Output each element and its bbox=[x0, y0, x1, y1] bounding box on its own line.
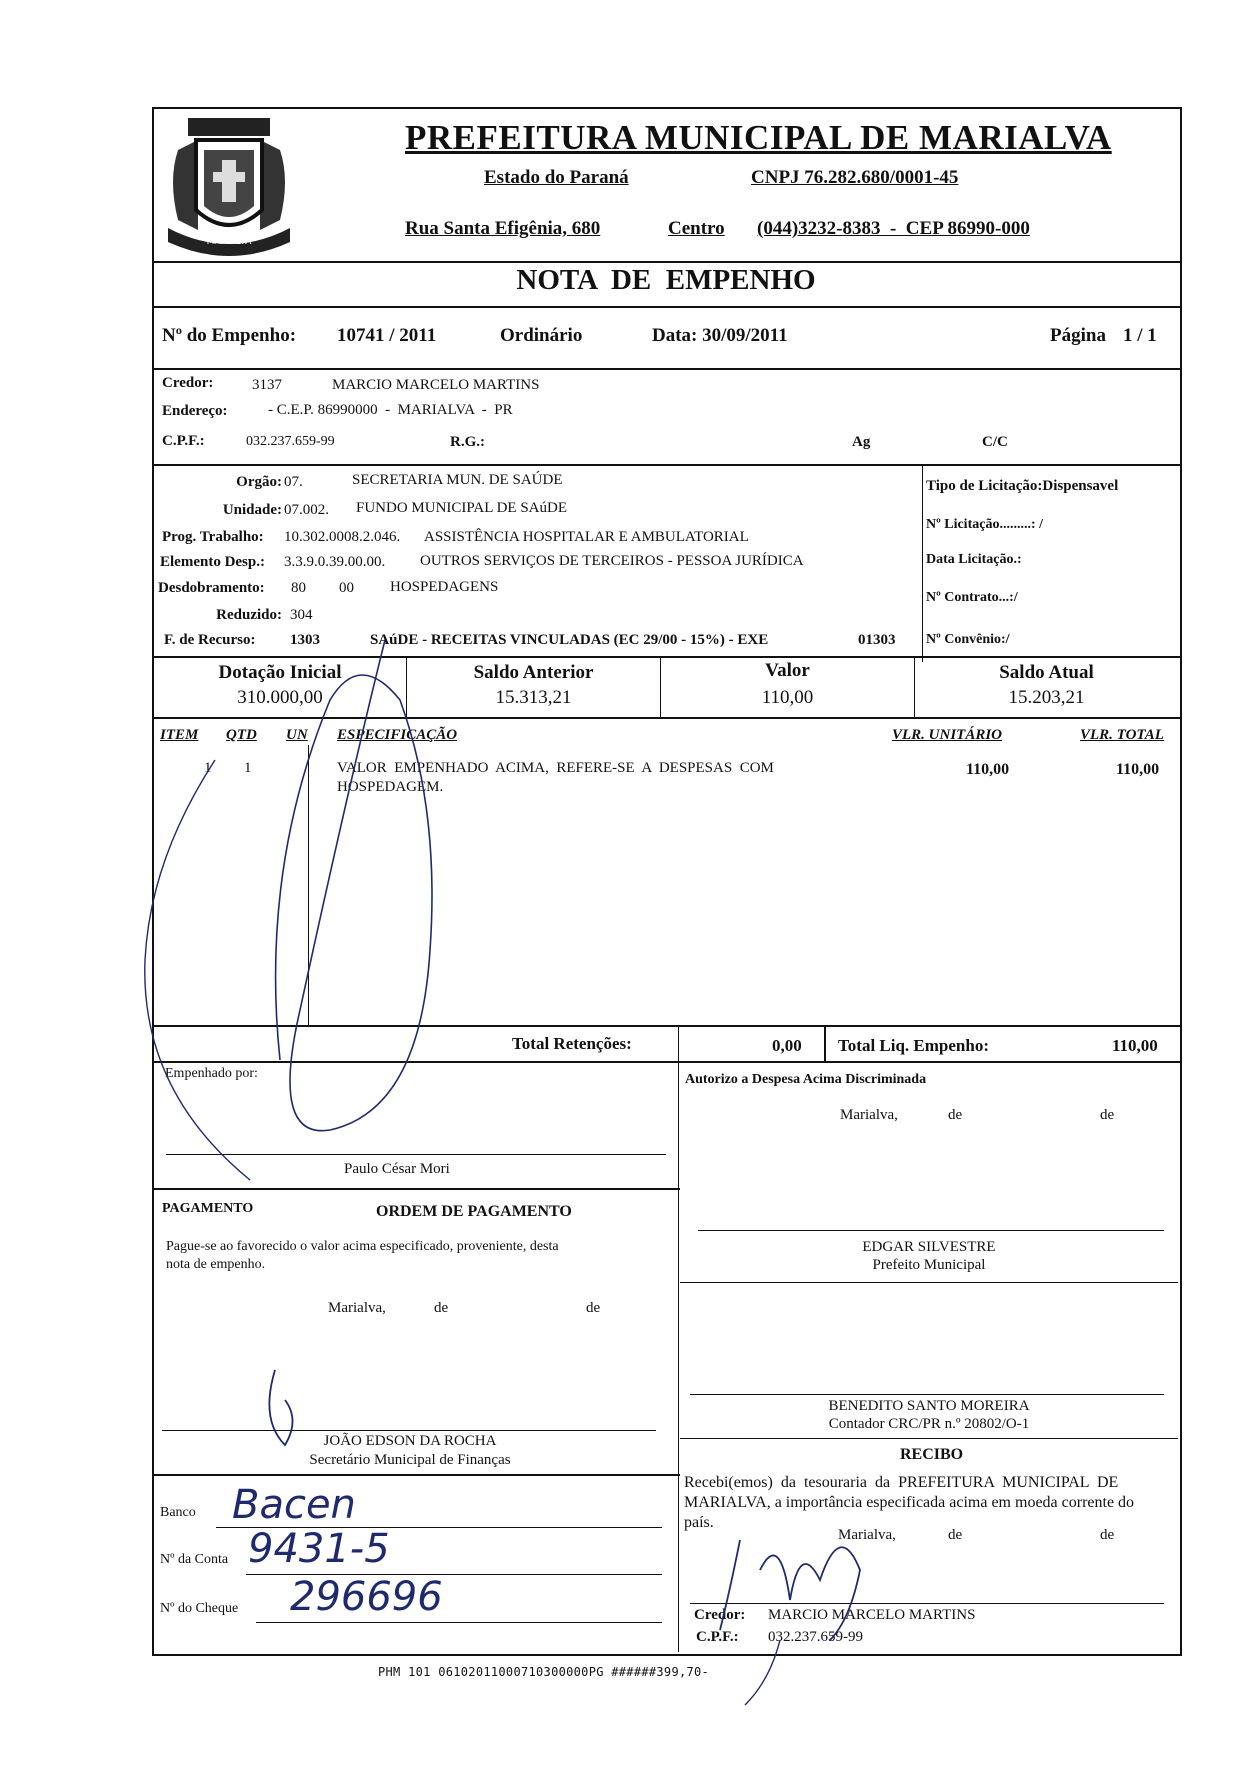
recibo-line1: Recebi(emos) da tesouraria da PREFEITURA MUNICIPAL DE bbox=[684, 1474, 1119, 1491]
recurso-cod: 1303 bbox=[290, 632, 320, 648]
cnpj: CNPJ 76.282.680/0001-45 bbox=[751, 167, 959, 188]
divider bbox=[152, 1474, 680, 1476]
total-retencoes: 0,00 bbox=[772, 1036, 802, 1055]
valor-label: Valor bbox=[765, 660, 810, 681]
pagamento-local: Marialva, bbox=[328, 1300, 386, 1316]
dotacao-inicial-label: Dotação Inicial bbox=[218, 662, 342, 683]
col-un: UN bbox=[286, 727, 308, 743]
saldo-anterior-label: Saldo Anterior bbox=[473, 662, 594, 683]
saldo-atual: 15.203,21 bbox=[1008, 687, 1085, 708]
divider bbox=[680, 1282, 1178, 1283]
elemento: OUTROS SERVIÇOS DE TERCEIROS - PESSOA JURÍDICA bbox=[420, 553, 804, 569]
credor-endereco: - C.E.P. 86990000 - MARIALVA - PR bbox=[268, 402, 513, 418]
pagamento-de1: de bbox=[434, 1300, 449, 1316]
tipo-licitacao: Tipo de Licitação:Dispensavel bbox=[926, 478, 1119, 494]
col-total: VLR. TOTAL bbox=[1080, 727, 1164, 743]
credor-label: Credor: bbox=[162, 375, 214, 391]
signature-line bbox=[166, 1154, 666, 1155]
autorizo-de2: de bbox=[1100, 1107, 1115, 1123]
pagina: 1 / 1 bbox=[1123, 325, 1157, 346]
reduzido: 304 bbox=[290, 607, 313, 623]
pague-line2: nota de empenho. bbox=[166, 1257, 266, 1272]
recibo-de2: de bbox=[1100, 1527, 1115, 1543]
desdob: HOSPEDAGENS bbox=[390, 579, 499, 595]
divider bbox=[308, 745, 309, 1025]
ordem-pagamento-label: ORDEM DE PAGAMENTO bbox=[376, 1203, 572, 1220]
prefeitura-title: PREFEITURA MUNICIPAL DE MARIALVA bbox=[405, 118, 1112, 157]
divider bbox=[152, 464, 1180, 466]
contador-nome: BENEDITO SANTO MOREIRA bbox=[828, 1398, 1030, 1414]
cpf-label: C.P.F.: bbox=[162, 433, 205, 449]
empenho-numero: 10741 / 2011 bbox=[337, 325, 437, 346]
col-unit: VLR. UNITÁRIO bbox=[892, 727, 1003, 743]
unidade-cod: 07.002. bbox=[284, 502, 329, 518]
prog-label: Prog. Trabalho: bbox=[162, 529, 264, 545]
unidade: FUNDO MUNICIPAL DE SAúDE bbox=[356, 500, 567, 516]
seal-icon bbox=[158, 110, 300, 256]
signature-line bbox=[162, 1430, 656, 1431]
rg-label: R.G.: bbox=[450, 434, 485, 450]
estado: Estado do Paraná bbox=[484, 167, 629, 188]
prefeito-cargo: Prefeito Municipal bbox=[872, 1257, 986, 1273]
col-item: ITEM bbox=[160, 727, 199, 743]
unidade-label: Unidade: bbox=[222, 502, 282, 518]
divider bbox=[678, 1026, 679, 1062]
divider bbox=[152, 261, 1180, 263]
total-retencoes-label: Total Retenções: bbox=[512, 1034, 632, 1053]
endereco-label: Endereço: bbox=[162, 403, 228, 419]
desdob-cod1: 80 bbox=[291, 580, 306, 596]
pagina-label: Página bbox=[1050, 325, 1106, 346]
divider bbox=[680, 1438, 1178, 1439]
orgao: SECRETARIA MUN. DE SAÚDE bbox=[352, 472, 563, 488]
recibo-credor-nome: MARCIO MARCELO MARTINS bbox=[768, 1607, 976, 1623]
recibo-de1: de bbox=[948, 1527, 963, 1543]
saldo-atual-label: Saldo Atual bbox=[999, 662, 1094, 683]
orgao-label: Orgão: bbox=[236, 474, 282, 490]
cheque-label: Nº do Cheque bbox=[160, 1601, 239, 1616]
cc-label: C/C bbox=[982, 434, 1008, 450]
item-qtd: 1 bbox=[244, 760, 252, 776]
valor: 110,00 bbox=[761, 687, 814, 708]
conta-label: Nº da Conta bbox=[160, 1552, 229, 1567]
item-vlr-unitario: 110,00 bbox=[966, 761, 1010, 778]
total-liq: 110,00 bbox=[1112, 1036, 1158, 1055]
empenhado-nome: Paulo César Mori bbox=[344, 1161, 450, 1177]
empenho-data: Data: 30/09/2011 bbox=[652, 325, 788, 346]
credor-cpf: 032.237.659-99 bbox=[246, 434, 335, 449]
numero-licitacao: Nº Licitação.........: / bbox=[926, 517, 1043, 532]
data-licitacao: Data Licitação.: bbox=[926, 552, 1022, 567]
signature-line bbox=[690, 1603, 1164, 1604]
banco-value: Bacen bbox=[232, 1482, 356, 1528]
numero-convenio: Nº Convênio:/ bbox=[926, 632, 1010, 647]
item-espec-line1: VALOR EMPENHADO ACIMA, REFERE-SE A DESPESAS COM bbox=[337, 760, 774, 776]
autorizo-local: Marialva, bbox=[840, 1107, 898, 1123]
secretario-nome: JOÃO EDSON DA ROCHA bbox=[323, 1433, 497, 1449]
signature-line bbox=[690, 1394, 1164, 1395]
divider bbox=[152, 306, 1180, 308]
saldo-anterior: 15.313,21 bbox=[495, 687, 572, 708]
prog: ASSISTÊNCIA HOSPITALAR E AMBULATORIAL bbox=[424, 529, 749, 545]
pague-line1: Pague-se ao favorecido o valor acima especificado, proveniente, desta bbox=[166, 1239, 559, 1254]
credor-codigo: 3137 bbox=[252, 377, 282, 393]
banco-label: Banco bbox=[160, 1505, 196, 1520]
conta-value: 9431-5 bbox=[248, 1526, 390, 1572]
signature-line bbox=[698, 1230, 1164, 1231]
reduzido-label: Reduzido: bbox=[216, 607, 282, 623]
item-espec-line2: HOSPEDAGEM. bbox=[337, 779, 444, 795]
empenho-numero-label: Nº do Empenho: bbox=[162, 325, 297, 346]
item-vlr-total: 110,00 bbox=[1116, 761, 1160, 778]
recurso-label: F. de Recurso: bbox=[164, 632, 256, 648]
recibo-local: Marialva, bbox=[838, 1527, 896, 1543]
recurso-cod2: 01303 bbox=[858, 632, 896, 648]
divider bbox=[152, 1188, 680, 1190]
autorizo-de1: de bbox=[948, 1107, 963, 1123]
divider bbox=[824, 1026, 826, 1062]
endereco-prefeitura: Rua Santa Efigênia, 680 bbox=[405, 218, 601, 239]
orgao-cod: 07. bbox=[284, 474, 303, 490]
recibo-label: RECIBO bbox=[900, 1446, 964, 1463]
dotacao-inicial: 310.000,00 bbox=[237, 687, 323, 708]
seal-text: MARIALVA bbox=[206, 237, 252, 247]
pagamento-de2: de bbox=[586, 1300, 601, 1316]
recibo-credor-label: Credor: bbox=[694, 1607, 746, 1623]
recibo-line2: MARIALVA, a importância especificada acima em moeda corrente do bbox=[684, 1494, 1135, 1511]
divider bbox=[922, 466, 923, 662]
numero-contrato: Nº Contrato...:/ bbox=[926, 590, 1018, 605]
municipal-seal bbox=[158, 110, 300, 256]
telefone-cep: (044)3232-8383 - CEP 86990-000 bbox=[757, 218, 1030, 239]
recibo-line3: país. bbox=[684, 1514, 714, 1531]
col-qtd: QTD bbox=[226, 727, 257, 743]
recurso: SAúDE - RECEITAS VINCULADAS (EC 29/00 - 15%) - EXE bbox=[370, 632, 769, 648]
divider bbox=[152, 1025, 1180, 1027]
ag-label: Ag bbox=[852, 434, 871, 450]
recibo-cpf-label: C.P.F.: bbox=[696, 1629, 739, 1645]
credor-nome: MARCIO MARCELO MARTINS bbox=[332, 377, 540, 393]
empenhado-por-label: Empenhado por: bbox=[165, 1066, 258, 1081]
secretario-cargo: Secretário Municipal de Finanças bbox=[309, 1452, 511, 1468]
recibo-cpf: 032.237.659-99 bbox=[768, 1629, 863, 1645]
autorizo-label: Autorizo a Despesa Acima Discriminada bbox=[685, 1072, 927, 1087]
desdob-cod2: 00 bbox=[339, 580, 354, 596]
centro: Centro bbox=[668, 218, 725, 239]
empenho-tipo: Ordinário bbox=[500, 325, 583, 346]
doc-title: NOTA DE EMPENHO bbox=[516, 264, 816, 296]
elemento-cod: 3.3.9.0.39.00.00. bbox=[284, 554, 386, 570]
divider bbox=[152, 368, 1180, 370]
desdob-label: Desdobramento: bbox=[158, 580, 265, 596]
divider bbox=[152, 1061, 1180, 1063]
divider bbox=[152, 717, 1180, 719]
contador-cargo: Contador CRC/PR n.º 20802/O-1 bbox=[828, 1416, 1030, 1432]
prog-cod: 10.302.0008.2.046. bbox=[284, 529, 401, 545]
prefeito-nome: EDGAR SILVESTRE bbox=[862, 1239, 996, 1255]
item-number: 1 bbox=[204, 760, 212, 776]
cheque-line bbox=[256, 1622, 662, 1623]
footer-codigo: PHM 101 06102011000710300000PG ######399,70- bbox=[378, 1665, 710, 1679]
col-espec: ESPECIFICAÇÃO bbox=[337, 727, 458, 743]
total-liq-label: Total Liq. Empenho: bbox=[838, 1036, 989, 1055]
divider bbox=[152, 656, 1180, 658]
cheque-value: 296696 bbox=[290, 1574, 443, 1620]
elemento-label: Elemento Desp.: bbox=[160, 554, 265, 570]
divider bbox=[678, 1062, 679, 1652]
pagamento-label: PAGAMENTO bbox=[162, 1201, 254, 1216]
